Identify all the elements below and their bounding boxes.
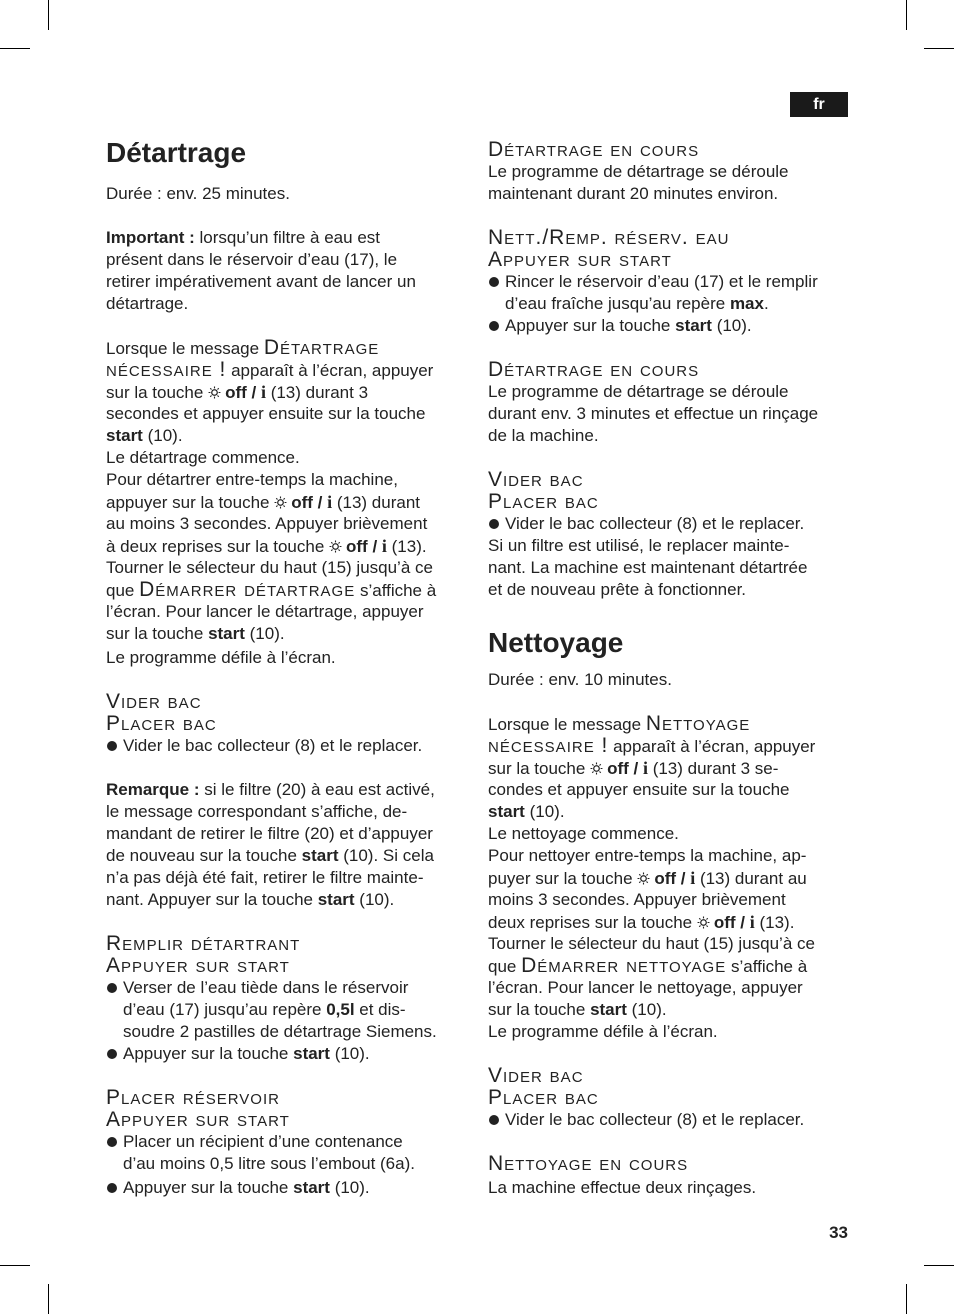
text-run: de la machine. xyxy=(488,426,599,445)
paragraph-gap xyxy=(106,911,468,933)
text-run: (10). xyxy=(524,802,565,821)
text-run: s’affiche à xyxy=(726,957,808,976)
info-key-label: i xyxy=(690,868,696,888)
bullet-continuation xyxy=(106,1153,468,1175)
body-line xyxy=(488,911,852,933)
bullet-continuation xyxy=(106,999,468,1021)
body-line xyxy=(106,535,468,557)
text-run: si le filtre (20) à eau est activé, xyxy=(199,780,435,799)
text-run: (10). xyxy=(142,426,183,445)
text-run: Appuyer sur la touche xyxy=(123,1178,294,1197)
text-run: Vider le bac collecteur (8) et le replacer. xyxy=(123,736,423,755)
body-line xyxy=(106,425,468,447)
on-off-icon xyxy=(274,496,287,509)
text-run: Placer un récipient d’une contenance xyxy=(123,1132,403,1151)
crop-mark xyxy=(48,1284,49,1314)
on-off-icon xyxy=(329,540,342,553)
step-heading: Appuyer sur start xyxy=(106,1108,290,1131)
bullet-item xyxy=(106,977,468,999)
bullet-item xyxy=(488,513,852,535)
on-off-icon xyxy=(637,872,650,885)
body-line xyxy=(106,491,468,513)
step-heading: Placer bac xyxy=(488,1086,599,1109)
text-run: le message correspondant s’affiche, de- xyxy=(106,802,408,821)
text-run: présent dans le réservoir d’eau (17), le xyxy=(106,250,398,269)
body-line xyxy=(488,381,852,403)
text-run: d’au moins 0,5 litre sous l’embout (6a). xyxy=(123,1154,415,1173)
display-message: Démarrer nettoyage xyxy=(521,954,727,977)
paragraph-gap xyxy=(106,205,468,227)
body-line xyxy=(106,359,468,381)
text-run: Si un filtre est utilisé, le replacer mainte- xyxy=(488,536,790,555)
bullet-item xyxy=(106,1177,468,1199)
bullet-item xyxy=(488,1109,852,1131)
body-line xyxy=(488,779,852,801)
start-key-label: start xyxy=(488,802,525,821)
text-run: (10). xyxy=(711,316,752,335)
body-line xyxy=(488,1177,852,1199)
text-run: (13). xyxy=(386,537,427,556)
section-title: Nettoyage xyxy=(488,627,624,658)
text-run: (10). xyxy=(626,1000,667,1019)
body-line xyxy=(488,183,852,205)
text-run: Le programme défile à l’écran. xyxy=(106,648,336,667)
text-run: . xyxy=(763,294,769,313)
step-heading: Placer bac xyxy=(488,490,599,513)
paragraph-gap xyxy=(106,315,468,337)
bullet-item xyxy=(488,315,852,337)
body-line xyxy=(106,403,468,425)
step-heading: Détartrage en cours xyxy=(488,358,700,381)
marker-label: 0,5l xyxy=(326,1000,355,1019)
text-run: Le détartrage commence. xyxy=(106,448,300,467)
step-heading: Placer bac xyxy=(106,712,217,735)
body-line xyxy=(106,623,468,645)
text-run: soudre 2 pastilles de détartrage Siemens. xyxy=(123,1022,437,1041)
display-message: Démarrer détartrage xyxy=(139,578,356,601)
text-run: sur la touche xyxy=(106,383,209,402)
text-run: Durée : env. 10 minutes. xyxy=(488,670,672,689)
text-run: (10). Si cela xyxy=(338,846,434,865)
body-line xyxy=(488,801,852,823)
off-key-label: off / xyxy=(654,869,691,888)
step-heading: Vider bac xyxy=(488,1064,584,1087)
paragraph-gap xyxy=(488,1043,852,1065)
body-line xyxy=(488,977,852,999)
body-line xyxy=(488,867,852,889)
step-heading: Appuyer sur start xyxy=(488,248,672,271)
start-key-label: start xyxy=(293,1044,330,1063)
text-run: Pour détartrer entre-temps la machine, xyxy=(106,470,398,489)
text-run: Durée : env. 25 minutes. xyxy=(106,184,290,203)
text-run: Le programme de détartrage se déroule xyxy=(488,382,789,401)
page-number: 33 xyxy=(829,1223,848,1242)
body-line xyxy=(106,271,468,293)
crop-mark xyxy=(0,1265,30,1266)
step-heading: Détartrage en cours xyxy=(488,138,700,161)
text-run: Verser de l’eau tiède dans le réservoir xyxy=(123,978,409,997)
text-run: n’a pas déjà été fait, retirer le filtre mainte- xyxy=(106,868,424,887)
text-run: Le programme de détartrage se déroule xyxy=(488,162,789,181)
body-line xyxy=(488,845,852,867)
text-run: au moins 3 secondes. Appuyer brièvement xyxy=(106,514,428,533)
off-key-label: off / xyxy=(225,383,261,402)
on-off-icon xyxy=(208,386,221,399)
note-label: Important : xyxy=(106,228,195,247)
body-line xyxy=(106,867,468,889)
text-run: sur la touche xyxy=(106,624,209,643)
body-line xyxy=(488,557,852,579)
info-key-label: i xyxy=(642,758,648,778)
body-line xyxy=(106,601,468,623)
text-run: (13) durant 3 se- xyxy=(647,759,779,778)
text-run: appuyer sur la touche xyxy=(106,493,275,512)
bullet-item xyxy=(106,1131,468,1153)
bullet-continuation xyxy=(106,1021,468,1043)
info-key-label: i xyxy=(260,382,266,402)
paragraph-gap xyxy=(488,691,852,713)
body-line xyxy=(106,513,468,535)
off-key-label: off / xyxy=(607,759,643,778)
on-off-icon xyxy=(590,762,603,775)
body-line xyxy=(488,161,852,183)
body-line xyxy=(106,249,468,271)
step-heading: Vider bac xyxy=(106,690,202,713)
body-line xyxy=(488,713,852,735)
body-line xyxy=(106,889,468,911)
text-run: d’eau fraîche jusqu’au repère xyxy=(505,294,730,313)
body-line xyxy=(106,779,468,801)
text-run: Lorsque le message xyxy=(106,339,264,358)
text-run: Appuyer sur la touche xyxy=(505,316,676,335)
text-run: sur la touche xyxy=(488,1000,591,1019)
text-run: Vider le bac collecteur (8) et le replacer. xyxy=(505,514,805,533)
text-run: mandant de retirer le filtre (20) et d’appuyer xyxy=(106,824,433,843)
paragraph-gap xyxy=(106,1065,468,1087)
text-run: Vider le bac collecteur (8) et le replacer. xyxy=(505,1110,805,1129)
paragraph-gap xyxy=(488,337,852,359)
display-message: Détartrage xyxy=(263,336,380,359)
body-line xyxy=(488,889,852,911)
text-run: nant. Appuyer sur la touche xyxy=(106,890,318,909)
text-run: nant. La machine est maintenant détartrée xyxy=(488,558,808,577)
body-line xyxy=(488,535,852,557)
paragraph-gap xyxy=(488,1131,852,1153)
body-line xyxy=(106,293,468,315)
text-run: Le programme défile à l’écran. xyxy=(488,1022,718,1041)
text-run: lorsqu’un filtre à eau est xyxy=(194,228,380,247)
text-run: détartrage. xyxy=(106,294,189,313)
text-run: et de nouveau prête à fonctionner. xyxy=(488,580,747,599)
info-key-label: i xyxy=(749,912,755,932)
body-line xyxy=(106,447,468,469)
crop-mark xyxy=(906,0,907,30)
text-run: moins 3 secondes. Appuyer brièvement xyxy=(488,890,786,909)
crop-mark xyxy=(0,48,30,49)
crop-mark xyxy=(48,0,49,30)
text-run: Appuyer sur la touche xyxy=(123,1044,294,1063)
text-run: (10). xyxy=(354,890,395,909)
off-key-label: off / xyxy=(713,913,750,932)
body-line xyxy=(488,933,852,955)
marker-label: max xyxy=(729,294,764,313)
text-run: l’écran. Pour lancer le nettoyage, appuyer xyxy=(488,978,803,997)
bullet-item xyxy=(106,1043,468,1065)
text-run: Tourner le sélecteur du haut (15) jusqu’à ce xyxy=(106,558,433,577)
section-title: Détartrage xyxy=(106,137,247,168)
crop-mark xyxy=(924,1265,954,1266)
body-line xyxy=(488,757,852,779)
step-heading: Nettoyage en cours xyxy=(488,1152,689,1175)
body-line xyxy=(488,1021,852,1043)
text-run: puyer sur la touche xyxy=(488,869,638,888)
start-key-label: start xyxy=(293,1178,330,1197)
text-run: que xyxy=(488,957,522,976)
text-run: d’eau (17) jusqu’au repère xyxy=(123,1000,327,1019)
on-off-icon xyxy=(697,916,710,929)
text-run: (10). xyxy=(244,624,285,643)
start-key-label: start xyxy=(590,1000,627,1019)
note-label: Remarque : xyxy=(106,780,200,799)
text-run: apparaît à l’écran, appuyer xyxy=(226,361,434,380)
text-run: Pour nettoyer entre-temps la machine, ap- xyxy=(488,846,807,865)
text-run: Rincer le réservoir d’eau (17) et le remplir xyxy=(505,272,818,291)
text-run: La machine effectue deux rinçages. xyxy=(488,1178,757,1197)
step-heading: Vider bac xyxy=(488,468,584,491)
crop-mark xyxy=(924,48,954,49)
text-run: (13). xyxy=(754,913,795,932)
body-line xyxy=(488,669,852,691)
text-run: maintenant durant 20 minutes environ. xyxy=(488,184,779,203)
body-line xyxy=(106,579,468,601)
text-run: Le nettoyage commence. xyxy=(488,824,679,843)
text-run: sur la touche xyxy=(488,759,591,778)
text-run: retirer impérativement avant de lancer un xyxy=(106,272,416,291)
text-run: à deux reprises sur la touche xyxy=(106,537,330,556)
text-run: deux reprises sur la touche xyxy=(488,913,697,932)
start-key-label: start xyxy=(106,426,143,445)
start-key-label: start xyxy=(317,890,355,909)
body-line xyxy=(106,801,468,823)
body-line xyxy=(106,647,468,669)
body-line xyxy=(488,735,852,757)
body-line xyxy=(488,403,852,425)
info-key-label: i xyxy=(327,492,333,512)
text-run: condes et appuyer ensuite sur la touche xyxy=(488,780,790,799)
text-run: Tourner le sélecteur du haut (15) jusqu’à ce xyxy=(488,934,815,953)
body-line xyxy=(488,579,852,601)
crop-mark xyxy=(906,1284,907,1314)
paragraph-gap xyxy=(488,205,852,227)
body-line xyxy=(106,823,468,845)
body-line xyxy=(106,469,468,491)
off-key-label: off / xyxy=(346,537,382,556)
body-line xyxy=(106,845,468,867)
text-run: Lorsque le message xyxy=(488,715,646,734)
text-run: apparaît à l’écran, appuyer xyxy=(608,737,816,756)
paragraph-gap xyxy=(106,757,468,779)
off-key-label: off / xyxy=(291,493,328,512)
right-column xyxy=(488,139,852,1199)
bullet-item xyxy=(488,271,852,293)
start-key-label: start xyxy=(301,846,339,865)
left-column xyxy=(106,139,468,1199)
text-run: (13) durant 3 xyxy=(265,383,369,402)
text-run: et dis- xyxy=(354,1000,406,1019)
body-line xyxy=(488,823,852,845)
display-message: Nettoyage xyxy=(645,712,751,735)
display-message: nécessaire ! xyxy=(106,358,227,381)
text-run: de nouveau sur la touche xyxy=(106,846,302,865)
display-message: nécessaire ! xyxy=(488,734,609,757)
step-heading: Appuyer sur start xyxy=(106,954,290,977)
text-run: que xyxy=(106,581,140,600)
body-line xyxy=(106,381,468,403)
bullet-continuation xyxy=(488,293,852,315)
text-run: l’écran. Pour lancer le détartrage, appuyer xyxy=(106,602,424,621)
step-heading: Remplir détartrant xyxy=(106,932,301,955)
text-run: s’affiche à xyxy=(355,581,437,600)
bullet-item xyxy=(106,735,468,757)
text-run: durant env. 3 minutes et effectue un rinçage xyxy=(488,404,819,423)
text-run: (13) durant xyxy=(332,493,421,512)
paragraph-gap xyxy=(106,669,468,691)
body-line xyxy=(106,557,468,579)
paragraph-gap xyxy=(488,447,852,469)
text-run: (13) durant au xyxy=(695,869,807,888)
body-line xyxy=(106,337,468,359)
body-line xyxy=(106,227,468,249)
text-run: (10). xyxy=(329,1044,370,1063)
body-line xyxy=(488,425,852,447)
body-line xyxy=(106,183,468,205)
text-run: secondes et appuyer ensuite sur la touche xyxy=(106,404,426,423)
text-run: (10). xyxy=(329,1178,370,1197)
start-key-label: start xyxy=(675,316,712,335)
paragraph-gap xyxy=(488,601,852,623)
body-line xyxy=(488,955,852,977)
language-badge: fr xyxy=(790,92,848,117)
info-key-label: i xyxy=(381,536,387,556)
step-heading: Nett./Remp. réserv. eau xyxy=(488,226,730,249)
start-key-label: start xyxy=(208,624,245,643)
body-line xyxy=(488,999,852,1021)
step-heading: Placer réservoir xyxy=(106,1086,280,1109)
